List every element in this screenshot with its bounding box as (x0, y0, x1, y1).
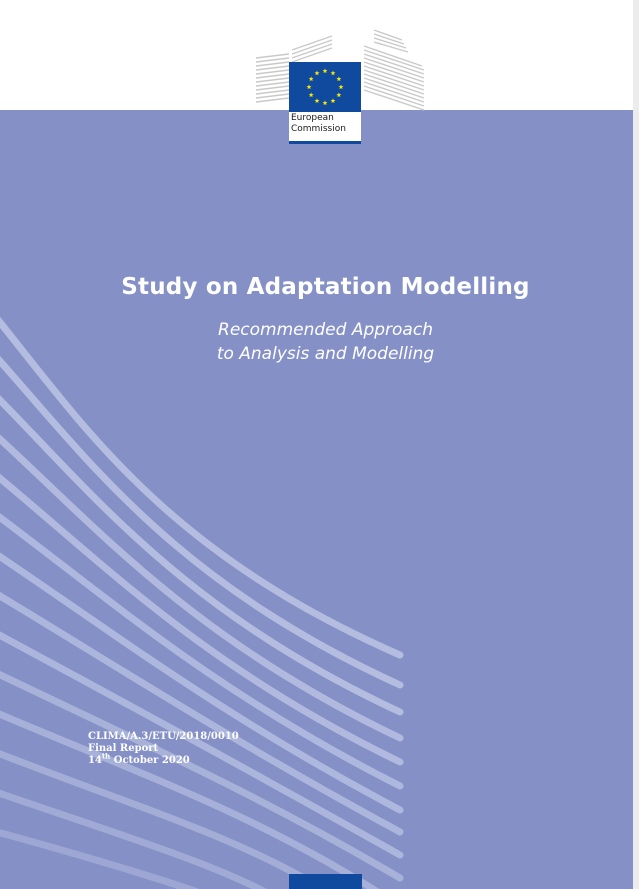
date-month-year: October 2020 (110, 755, 190, 766)
report-type: Final Report (88, 743, 159, 754)
eu-flag-icon (289, 62, 361, 112)
page-edge (633, 0, 639, 889)
logo-underline (289, 141, 361, 144)
eu-star-icon (336, 92, 341, 97)
report-title: Study on Adaptation Modelling (121, 274, 530, 300)
eu-star-icon (323, 100, 328, 105)
report-date (88, 751, 239, 767)
eu-star-icon (339, 84, 344, 89)
eu-star-icon (315, 71, 320, 76)
contract-reference: CLIMA/A.3/ETU/2018/0010 (88, 731, 239, 742)
eu-star-icon (331, 98, 336, 103)
date-day: 14 (88, 755, 102, 766)
berlaymont-building-illustration (0, 110, 633, 889)
eu-star-icon (309, 92, 314, 97)
logo-wordmark (291, 113, 361, 135)
eu-star-icon (336, 76, 341, 81)
report-metadata (88, 731, 239, 767)
report-subtitle (0, 318, 639, 366)
eu-star-icon (331, 71, 336, 76)
eu-star-icon (309, 76, 314, 81)
cover-panel (0, 110, 633, 889)
date-ordinal: th (101, 751, 111, 761)
eu-star-icon (323, 68, 328, 73)
subtitle-line-2: to Analysis and Modelling (216, 344, 435, 364)
eu-star-icon (315, 98, 320, 103)
eu-star-icon (307, 84, 312, 89)
european-commission-logo (289, 62, 361, 144)
subtitle-line-1: Recommended Approach (218, 320, 433, 340)
logo-line-european: European (291, 113, 334, 123)
logo-line-commission: Commission (291, 124, 346, 134)
bottom-blue-tab (289, 874, 362, 889)
